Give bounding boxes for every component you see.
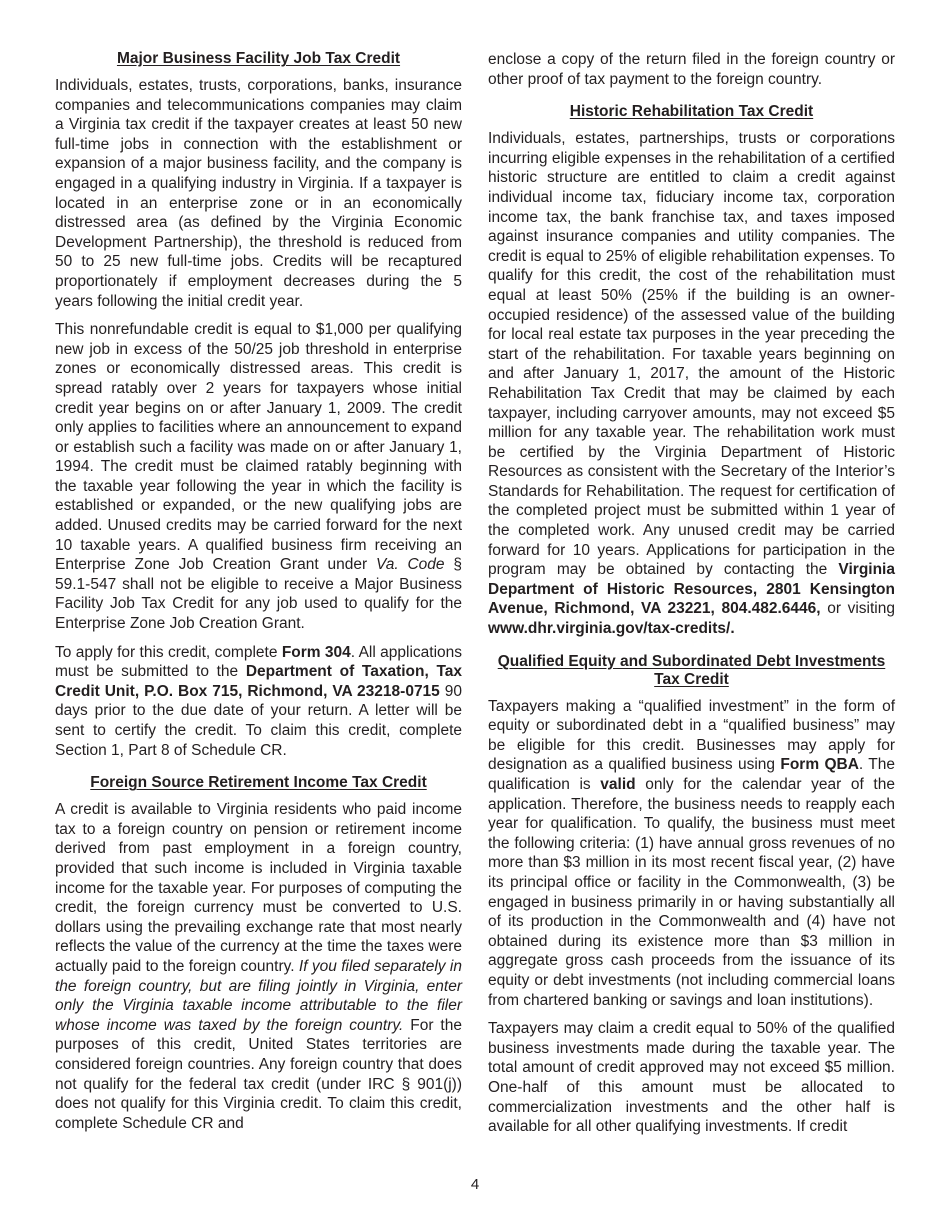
paragraph: Individuals, estates, trusts, corporations, banks, insurance companies and telecommunications companies may claim a Virginia tax credit if the taxpayer creates at least 50 new full-time jobs in connection with the establishment or expansion of a major business facility, and the company is engaged in a qualifying industry in Virginia. If a taxpayer is located in an enterprise zone or in an economically distressed area (as defined by the Virginia Economic Development Partnership), the threshold is reduced from 50 to 25 new full-time jobs. Credits will be recaptured proportionately if employment decreases during the 5 years following the initial credit year. bbox=[55, 77, 462, 310]
va-code-italic: Va. Code bbox=[375, 556, 445, 574]
heading-major-business-facility: Major Business Facility Job Tax Credit bbox=[116, 50, 401, 67]
dhr-url: www.dhr.virginia.gov/tax-credits/. bbox=[488, 620, 735, 638]
form-qba-label: Form QBA bbox=[780, 756, 859, 774]
paragraph: A credit is available to Virginia residents who paid income tax to a foreign country on pension or retirement income derived from past employment in a foreign country, provided that such income is included in Virginia taxable income for the taxable year. For purposes of computing the credit, the foreign currency must be converted to U.S. dollars using the prevailing exchange rate that most nearly reflects the value of the currency at the time the taxes were actually paid to the foreign country. If you filed separately in the foreign country, but are filing jointly in Virginia, enter only the Virginia taxable income attributable to the filer whose income was taxed by the foreign country. For the purposes of this credit, United States territories are considered foreign countries. Any foreign country that does not qualify for the federal tax credit (under IRC § 901(j)) does not qualify for this Virginia credit. To claim this credit, complete Schedule CR and bbox=[55, 801, 462, 1132]
paragraph: Taxpayers making a “qualified investment” in the form of equity or subordinated debt in a “qualified business” may be eligible for this credit. Businesses may apply for designation as a qualified business using Form QBA. The qualification is valid only for the calendar year of the application. Therefore, the business needs to reapply each year for qualification. To qualify, the business must meet the following criteria: (1) have annual gross revenues of no more than $3 million in its most recent fiscal year, (2) have its principal office or facility in the Commonwealth, (3) be engaged in business primarily in or having substantially all of its production in the Commonwealth and (4) have not obtained during its existence more than $3 million in aggregate gross cash proceeds from the issuance of its equity or debt investments (not including commercial loans from chartered banking or savings and loan institutions). bbox=[488, 697, 895, 1009]
paragraph: enclose a copy of the return filed in the foreign country or other proof of tax payment to the foreign country. bbox=[488, 51, 895, 88]
paragraph: Taxpayers may claim a credit equal to 50% of the qualified business investments made during the taxable year. The total amount of credit approved may not exceed $5 million. One-half of this amount must be allocated to commercialization investments and the other half is available for all other qualifying investments. If credit bbox=[488, 1020, 895, 1136]
paragraph: Individuals, estates, partnerships, trusts or corporations incurring eligible expenses in the rehabilitation of a certified historic structure are entitled to claim a credit against individual income tax, fiduciary income tax, corporation income tax, the bank franchise tax, and taxes imposed against insurance companies and utility companies. The credit is equal to 25% of eligible rehabilitation expenses. To qualify for this credit, the cost of the rehabilitation must equal at least 50% (25% if the building is an owner-occupied residence) of the assessed value of the building for local real estate tax purposes in the year preceding the start of the rehabilitation. For taxable years beginning on and after January 1, 2017, the amount of the Historic Rehabilitation Tax Credit that may be claimed by each taxpayer, including carryover amounts, may not exceed $5 million for any taxable year. The rehabilitation work must be certified by the Virginia Department of Historic Resources as consistent with the Secretary of the Interior’s Standards for Rehabilitation. The request for certification of the completed project must be submitted within 1 year of the completed work. Any unused credit may be carried forward for 10 years. Applications for participation in the program may be obtained by contacting the Virginia Department of Historic Resources, 2801 Kensington Avenue, Richmond, VA 23221, 804.482.6446, or visiting www.dhr.virginia.gov/tax-credits/. bbox=[488, 130, 895, 638]
left-column bbox=[55, 50, 462, 1142]
page-number: 4 bbox=[470, 1176, 480, 1193]
paragraph: This nonrefundable credit is equal to $1,000 per qualifying new job in excess of the 50/25 job threshold in enterprise zones or economically distressed areas. This credit is spread ratably over 2 years for taxpayers whose initial credit year begins on or after January 1, 2009. The credit only applies to facilities where an announcement to expand or establish such a facility was made on or after January 1, 1994. The credit must be claimed ratably beginning with the taxable year following the year in which the facility is established or expanded, or the new qualifying jobs are added. Unused credits may be carried forward for the next 10 taxable years. A qualified business firm receiving an Enterprise Zone Job Creation Grant under Va. Code § 59.1-547 shall not be eligible to receive a Major Business Facility Job Tax Credit for any job used to qualify for the Enterprise Zone Job Creation Grant. bbox=[55, 321, 462, 633]
tax-dept-address: Department of Taxation, Tax Credit Unit, P.O. Box 715, Richmond, VA 23218-0715 bbox=[55, 663, 462, 700]
joint-filing-note: If you filed separately in the foreign country, but are filing jointly in Virginia, enter only the Virginia taxable income attributable to the filer whose income was taxed by the foreign country. bbox=[55, 957, 462, 1034]
heading-qualified-equity: Qualified Equity and Subordinated Debt Investments Tax Credit bbox=[497, 652, 886, 688]
right-column bbox=[488, 50, 895, 1146]
heading-foreign-source-retirement: Foreign Source Retirement Income Tax Credit bbox=[90, 774, 427, 792]
form-304-label: Form 304 bbox=[281, 643, 351, 661]
heading-historic-rehabilitation: Historic Rehabilitation Tax Credit bbox=[569, 103, 814, 121]
dhr-address: Virginia Department of Historic Resources, 2801 Kensington Avenue, Richmond, VA 23221, 804.482.6446, bbox=[488, 561, 895, 618]
paragraph: To apply for this credit, complete Form 304. All applications must be submitted to the Department of Taxation, Tax Credit Unit, P.O. Box 715, Richmond, VA 23218-0715 90 days prior to the due date of your return. A letter will be sent to certify the credit. To claim this credit, complete Section 1, Part 8 of Schedule CR. bbox=[55, 643, 463, 759]
valid-emphasis: valid bbox=[600, 776, 636, 793]
